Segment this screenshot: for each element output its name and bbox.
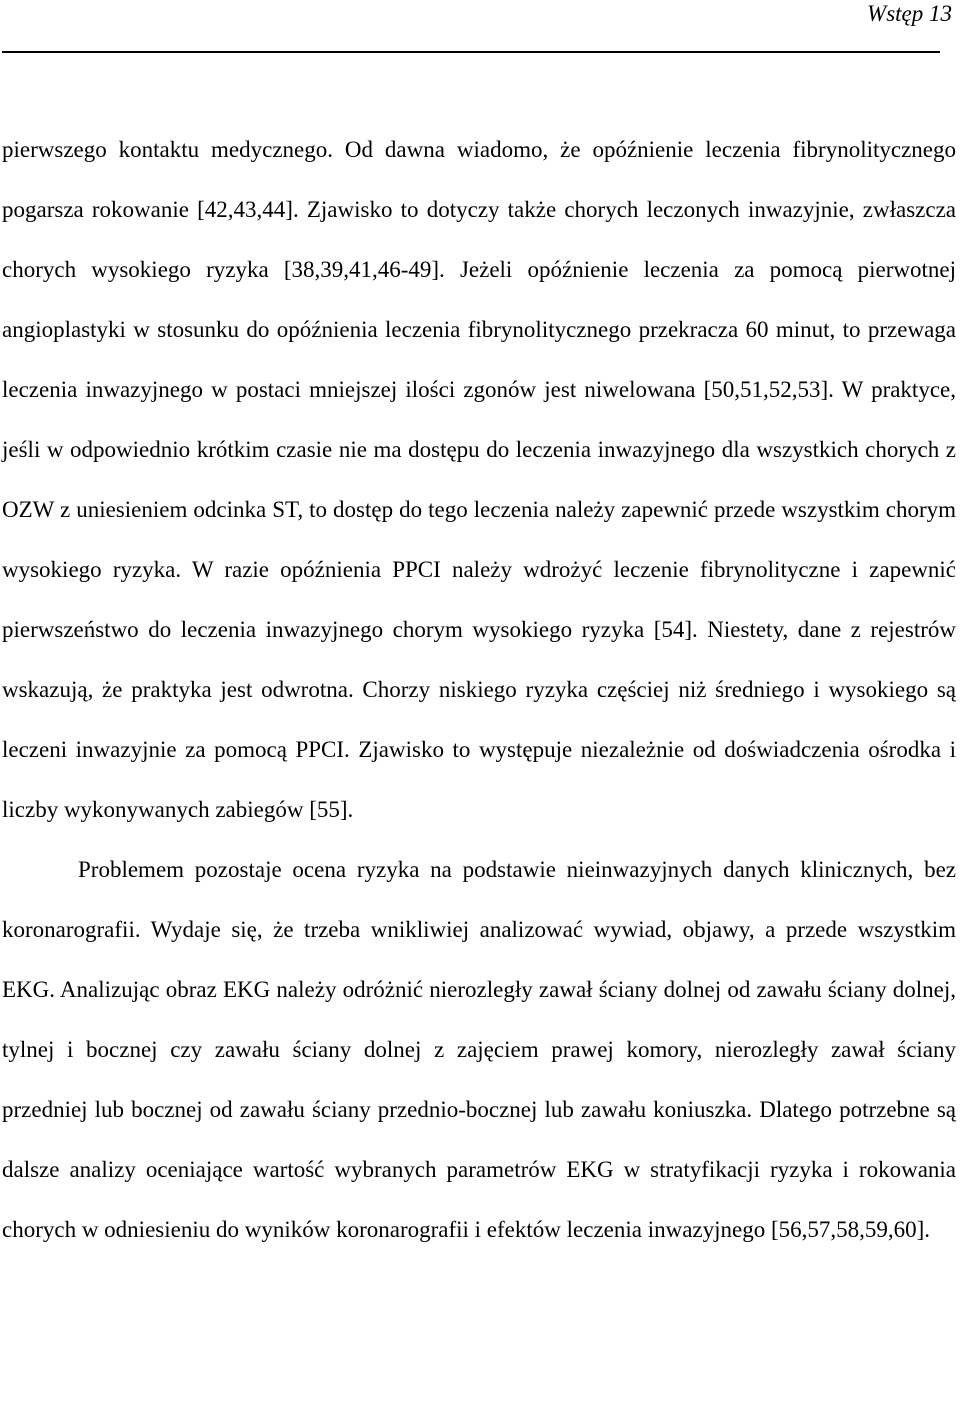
paragraph-2: Problemem pozostaje ocena ryzyka na podstawie nieinwazyjnych danych klinicznych, bez koronarografii. Wydaje się, że trzeba wnikliwiej analizować wywiad, objawy, a przede wszystkim EKG. Analizując obraz EKG należy odróżnić nierozległy zawał ściany dolnej od zawału ściany dolnej, tylnej i bocznej czy zawału ściany dolnej z zajęciem prawej komory, nierozległy zawał ściany przedniej lub bocznej od zawału ściany przednio-bocznej lub zawału koniuszka. Dlatego potrzebne są dalsze analizy oceniające wartość wybranych parametrów EKG w stratyfikacji ryzyka i rokowania chorych w odniesieniu do wyników koronarografii i efektów leczenia inwazyjnego [56,57,58,59,60]. <box>2 857 956 1242</box>
header-rule <box>2 51 940 53</box>
paragraph-1: pierwszego kontaktu medycznego. Od dawna wiadomo, że opóźnienie leczenia fibrynolitycznego pogarsza rokowanie [42,43,44]. Zjawisko to dotyczy także chorych leczonych inwazyjnie, zwłaszcza chorych wysokiego ryzyka [38,39,41,46-49]. Jeżeli opóźnienie leczenia za pomocą pierwotnej angioplastyki w stosunku do opóźnienia leczenia fibrynolitycznego przekracza 60 minut, to przewaga leczenia inwazyjnego w postaci mniejszej ilości zgonów jest niwelowana [50,51,52,53]. W praktyce, jeśli w odpowiednio krótkim czasie nie ma dostępu do leczenia inwazyjnego dla wszystkich chorych z OZW z uniesieniem odcinka ST, to dostęp do tego leczenia należy zapewnić przede wszystkim chorym wysokiego ryzyka. W razie opóźnienia PPCI należy wdrożyć leczenie fibrynolityczne i zapewnić pierwszeństwo do leczenia inwazyjnego chorym wysokiego ryzyka [54]. Niestety, dane z rejestrów wskazują, że praktyka jest odwrotna. Chorzy niskiego ryzyka częściej niż średniego i wysokiego są leczeni inwazyjnie za pomocą PPCI. Zjawisko to występuje niezależnie od doświadczenia ośrodka i liczby wykonywanych zabiegów [55]. <box>2 137 956 822</box>
page-body <box>2 120 956 1260</box>
running-header: Wstęp 13 <box>867 1 952 26</box>
